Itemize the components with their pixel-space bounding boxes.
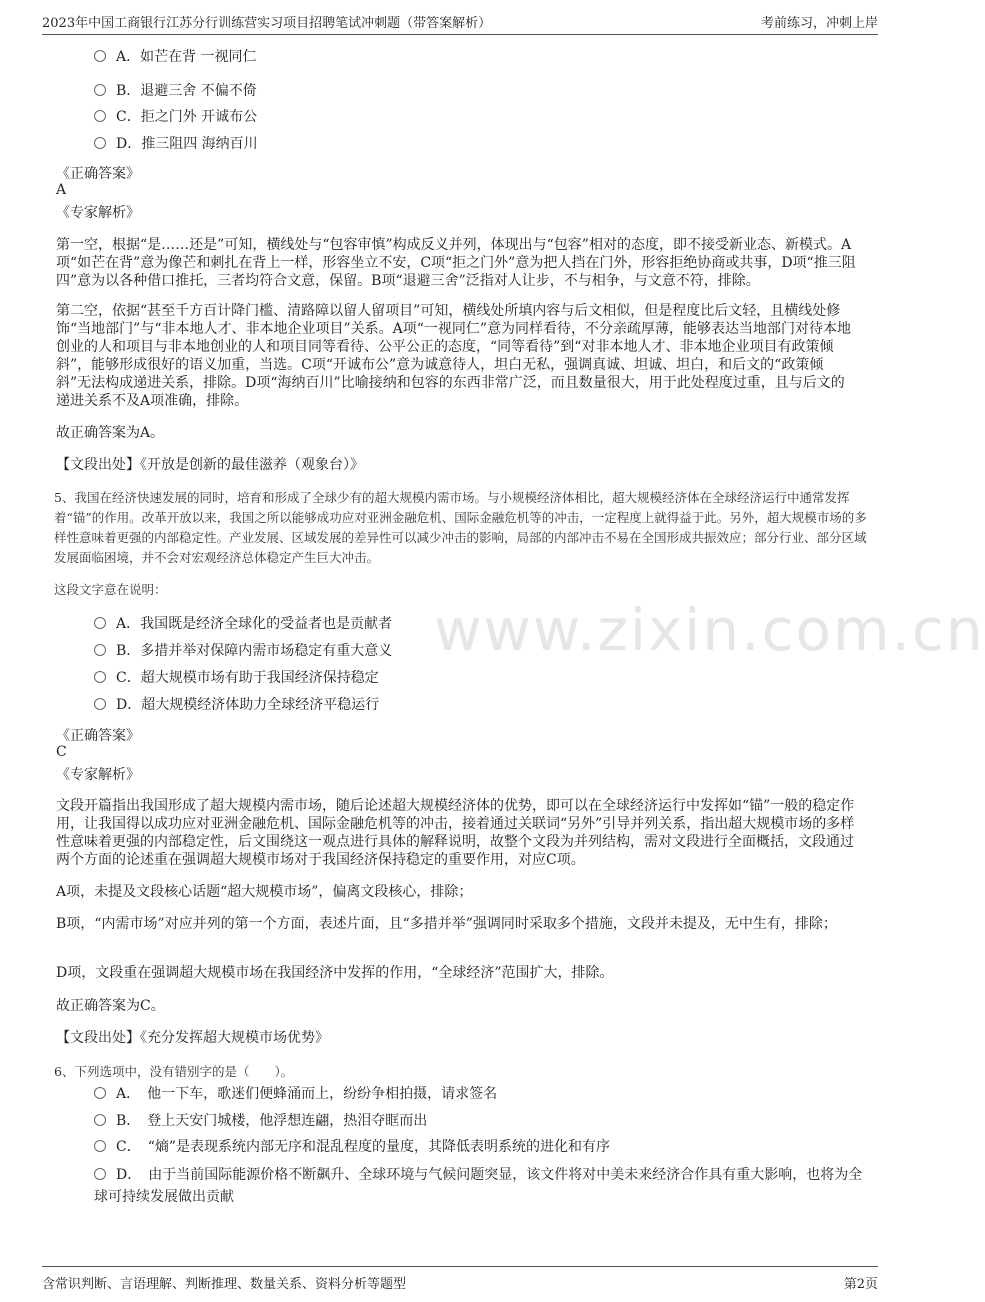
radio-icon[interactable] (94, 698, 106, 710)
question-stem: 6、下列选项中，没有错别字的是（ ）。 (54, 1064, 294, 1079)
analysis-paragraph: A项，未提及文段核心话题“超大规模市场”，偏离文段核心，排除； (56, 884, 473, 900)
q6-option-a[interactable]: A． 他一下车，歌迷们便蜂涌而上，纷纷争相拍摄，请求签名 (94, 1083, 864, 1105)
question-prompt: 这段文字意在说明： (54, 582, 167, 597)
radio-icon[interactable] (94, 137, 106, 149)
q6-option-b[interactable]: B． 登上天安门城楼，他浮想连翩，热泪夺眶而出 (94, 1110, 864, 1132)
page-footer (42, 1266, 878, 1295)
radio-icon[interactable] (94, 1168, 106, 1180)
answer-label: 《正确答案》 (56, 166, 140, 182)
q6-option-d[interactable]: D． 由于当前国际能源价格不断飙升、全球环境与气候问题突显，该文件将对中美未来经济合作具有重大影响，也将为全球可持续发展做出贡献 (94, 1167, 863, 1205)
analysis-paragraph: B项，“内需市场”对应并列的第一个方面，表述片面，且“多措并举”强调同时采取多个措施，文段并未提及，无中生有，排除； (56, 916, 837, 932)
analysis-paragraph: 故正确答案为A。 (56, 425, 165, 441)
q4-option-a[interactable]: A．如芒在背 一视同仁 (94, 48, 257, 66)
q5-option-a[interactable]: A．我国既是经济全球化的受益者也是贡献者 (94, 615, 392, 633)
analysis-paragraph: 文段开篇指出我国形成了超大规模内需市场，随后论述超大规模经济体的优势，即可以在全球经济运行中发挥如“锚”一般的稳定作用，让我国得以成功应对亚洲金融危机、国际金融危机等的冲击，接着通过关联词“另外”引导并列关系，指出超大规模市场的多样性意味着更强的内部稳定性，后文围绕这一观点进行具体的解释说明，故整个文段为并列结构，需对文段进行全面概括，文段通过两个方面的论述重在强调超大规模市场对于我国经济保持稳定的重要作用，对应C项。 (56, 798, 855, 868)
analysis-label: 《专家解析》 (56, 205, 140, 221)
header-slogan: 考前练习，冲刺上岸 (760, 16, 878, 31)
q4-option-d[interactable]: D．推三阻四 海纳百川 (94, 135, 258, 153)
q5-option-c[interactable]: C．超大规模市场有助于我国经济保持稳定 (94, 669, 379, 687)
document-title: 2023年中国工商银行江苏分行训练营实习项目招聘笔试冲刺题（带答案解析） (42, 16, 492, 31)
question-stem: 5、我国在经济快速发展的同时，培育和形成了全球少有的超大规模内需市场。与小规模经济体相比，超大规模经济体在全球经济运行中通常发挥着“锚”的作用。改革开放以来，我国之所以能够成功应对亚洲金融危机、国际金融危机等的冲击，一定程度上就得益于此。另外，超大规模市场的多样性意味着更强的内部稳定性。产业发展、区域发展的差异性可以减少冲击的影响，局部的内部冲击不易在全国形成共振效应；部分行业、部分区域发展面临困境，并不会对宏观经济总体稳定产生巨大冲击。 (54, 490, 867, 565)
source-citation: 【文段出处】《开放是创新的最佳滋养（观象台）》 (56, 457, 364, 473)
q4-option-c[interactable]: C．拒之门外 开诚布公 (94, 108, 257, 126)
analysis-paragraph: D项，文段重在强调超大规模市场在我国经济中发挥的作用，“全球经济”范围扩大，排除。 (56, 965, 614, 981)
analysis-paragraph: 故正确答案为C。 (56, 998, 165, 1014)
radio-icon[interactable] (94, 1140, 106, 1152)
radio-icon[interactable] (94, 644, 106, 656)
radio-icon[interactable] (94, 1087, 106, 1099)
page-header (42, 8, 878, 35)
answer-value: C (56, 744, 67, 760)
analysis-label: 《专家解析》 (56, 767, 140, 783)
radio-icon[interactable] (94, 671, 106, 683)
q5-option-b[interactable]: B．多措并举对保障内需市场稳定有重大意义 (94, 642, 392, 660)
footer-note: 含常识判断、言语理解、判断推理、数量关系、资料分析等题型 (42, 1277, 407, 1292)
q5-option-d[interactable]: D．超大规模经济体助力全球经济平稳运行 (94, 696, 379, 714)
radio-icon[interactable] (94, 84, 106, 96)
radio-icon[interactable] (94, 1114, 106, 1126)
watermark: www.zixin.com.cn (434, 596, 985, 664)
analysis-paragraph: 第一空，根据“是……还是”可知，横线处与“包容审慎”构成反义并列，体现出与“包容”相对的态度，即不接受新业态、新模式。A项“如芒在背”意为像芒和刺扎在背上一样，形容坐立不安，C项“拒之门外”意为把人挡在门外，形容拒绝协商或共事，D项“推三阻四”意为以各种借口推托，三者均符合文意，保留。B项“退避三舍”泛指对人让步，不与相争，与文意不符，排除。 (56, 237, 856, 289)
source-citation: 【文段出处】《充分发挥超大规模市场优势》 (56, 1030, 329, 1046)
page-number: 第2页 (843, 1277, 878, 1292)
radio-icon[interactable] (94, 617, 106, 629)
answer-label: 《正确答案》 (56, 728, 140, 744)
answer-value: A (56, 182, 67, 198)
radio-icon[interactable] (94, 50, 106, 62)
q6-option-c[interactable]: C． “熵”是表现系统内部无序和混乱程度的量度，其降低表明系统的进化和有序 (94, 1136, 864, 1158)
radio-icon[interactable] (94, 110, 106, 122)
q4-option-b[interactable]: B．退避三舍 不偏不倚 (94, 82, 257, 100)
analysis-paragraph: 第二空，依据“甚至千方百计降门槛、清路障以留人留项目”可知，横线处所填内容与后文相似，但是程度比后文轻，且横线处修饰“当地部门”与“非本地人才、非本地企业项目”关系。A项“一视同仁”意为同样看待，不分亲疏厚薄，能够表达当地部门对待本地创业的人和项目与非本地创业的人和项目同等看待、公平公正的态度，“同等看待”到“对非本地人才、非本地企业项目有政策倾斜”，能够形成很好的语义加重，当选。C项“开诚布公”意为诚意待人，坦白无私，强调真诚、坦诚、坦白，和后文的“政策倾斜”无法构成递进关系，排除。D项“海纳百川”比喻接纳和包容的东西非常广泛，而且数量很大，用于此处程度过重，且与后文的递进关系不及A项准确，排除。 (56, 303, 852, 409)
